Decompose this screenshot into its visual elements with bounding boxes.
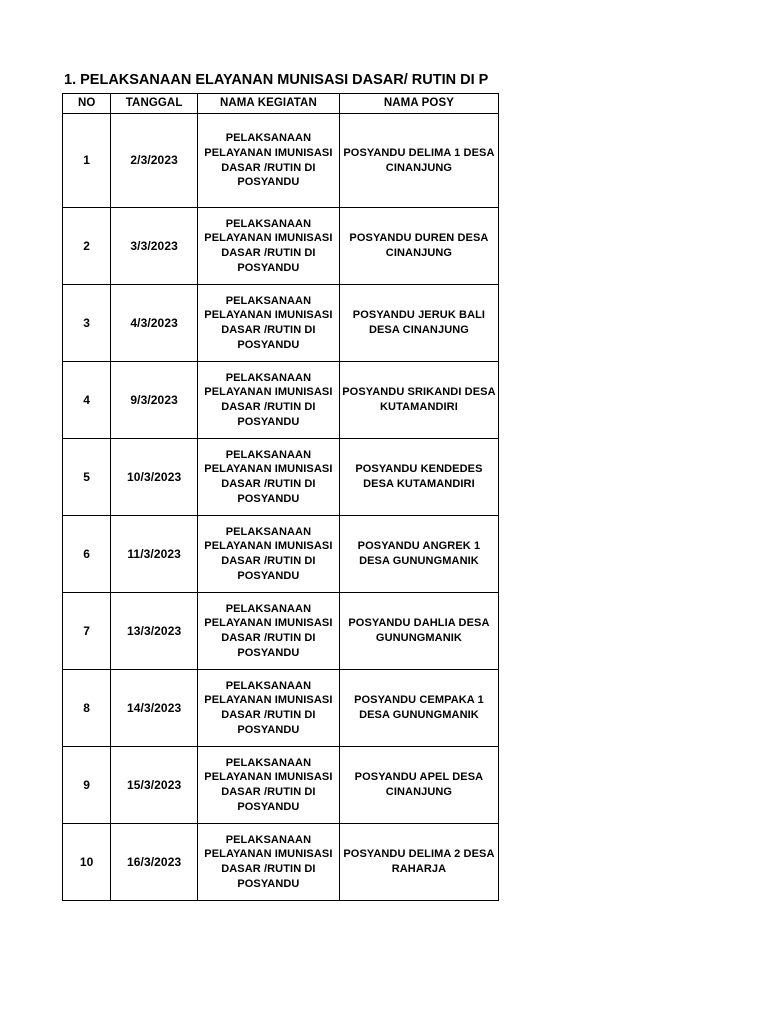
cell-no: 3 bbox=[63, 285, 111, 362]
cell-nama-kegiatan: PELAKSANAAN PELAYANAN IMUNISASI DASAR /RUTIN DI POSYANDU bbox=[197, 593, 339, 670]
cell-no: 9 bbox=[63, 747, 111, 824]
table-row bbox=[63, 208, 499, 285]
cell-no: 1 bbox=[63, 114, 111, 208]
cell-tanggal: 2/3/2023 bbox=[111, 114, 198, 208]
table-row bbox=[63, 747, 499, 824]
cell-nama-kegiatan: PELAKSANAAN PELAYANAN IMUNISASI DASAR /RUTIN DI POSYANDU bbox=[197, 208, 339, 285]
cell-tanggal: 3/3/2023 bbox=[111, 208, 198, 285]
cell-tanggal: 10/3/2023 bbox=[111, 439, 198, 516]
cell-nama-posy: POSYANDU KENDEDES DESA KUTAMANDIRI bbox=[339, 439, 498, 516]
cell-no: 7 bbox=[63, 593, 111, 670]
table-row bbox=[63, 439, 499, 516]
table-row bbox=[63, 285, 499, 362]
cell-no: 5 bbox=[63, 439, 111, 516]
cell-nama-kegiatan: PELAKSANAAN PELAYANAN IMUNISASI DASAR /RUTIN DI POSYANDU bbox=[197, 285, 339, 362]
cell-no: 10 bbox=[63, 824, 111, 901]
table-row bbox=[63, 516, 499, 593]
header-nama-posy: NAMA POSY bbox=[339, 94, 498, 114]
table-header-row bbox=[63, 94, 499, 114]
cell-no: 8 bbox=[63, 670, 111, 747]
cell-no: 6 bbox=[63, 516, 111, 593]
header-tanggal: TANGGAL bbox=[111, 94, 198, 114]
cell-nama-kegiatan: PELAKSANAAN PELAYANAN IMUNISASI DASAR /RUTIN DI POSYANDU bbox=[197, 824, 339, 901]
table-row bbox=[63, 114, 499, 208]
table-row bbox=[63, 824, 499, 901]
cell-nama-posy: POSYANDU DELIMA 2 DESA RAHARJA bbox=[339, 824, 498, 901]
header-nama-kegiatan: NAMA KEGIATAN bbox=[197, 94, 339, 114]
cell-tanggal: 9/3/2023 bbox=[111, 362, 198, 439]
cell-nama-kegiatan: PELAKSANAAN PELAYANAN IMUNISASI DASAR /RUTIN DI POSYANDU bbox=[197, 670, 339, 747]
table-row bbox=[63, 362, 499, 439]
cell-nama-posy: POSYANDU DUREN DESA CINANJUNG bbox=[339, 208, 498, 285]
cell-nama-posy: POSYANDU SRIKANDI DESA KUTAMANDIRI bbox=[339, 362, 498, 439]
document-title: 1. PELAKSANAAN ELAYANAN MUNISASI DASAR/ RUTIN DI P bbox=[64, 72, 489, 88]
immunization-schedule-table bbox=[62, 93, 499, 901]
cell-tanggal: 13/3/2023 bbox=[111, 593, 198, 670]
header-no: NO bbox=[63, 94, 111, 114]
table-row bbox=[63, 593, 499, 670]
cell-nama-posy: POSYANDU CEMPAKA 1 DESA GUNUNGMANIK bbox=[339, 670, 498, 747]
table-row bbox=[63, 670, 499, 747]
cell-no: 2 bbox=[63, 208, 111, 285]
cell-no: 4 bbox=[63, 362, 111, 439]
cell-nama-kegiatan: PELAKSANAAN PELAYANAN IMUNISASI DASAR /RUTIN DI POSYANDU bbox=[197, 747, 339, 824]
cell-nama-posy: POSYANDU ANGREK 1 DESA GUNUNGMANIK bbox=[339, 516, 498, 593]
cell-tanggal: 11/3/2023 bbox=[111, 516, 198, 593]
cell-nama-posy: POSYANDU DAHLIA DESA GUNUNGMANIK bbox=[339, 593, 498, 670]
cell-nama-posy: POSYANDU JERUK BALI DESA CINANJUNG bbox=[339, 285, 498, 362]
cell-nama-posy: POSYANDU DELIMA 1 DESA CINANJUNG bbox=[339, 114, 498, 208]
cell-nama-kegiatan: PELAKSANAAN PELAYANAN IMUNISASI DASAR /RUTIN DI POSYANDU bbox=[197, 439, 339, 516]
cell-nama-kegiatan: PELAKSANAAN PELAYANAN IMUNISASI DASAR /RUTIN DI POSYANDU bbox=[197, 114, 339, 208]
cell-nama-kegiatan: PELAKSANAAN PELAYANAN IMUNISASI DASAR /RUTIN DI POSYANDU bbox=[197, 362, 339, 439]
cell-nama-kegiatan: PELAKSANAAN PELAYANAN IMUNISASI DASAR /RUTIN DI POSYANDU bbox=[197, 516, 339, 593]
cell-nama-posy: POSYANDU APEL DESA CINANJUNG bbox=[339, 747, 498, 824]
cell-tanggal: 14/3/2023 bbox=[111, 670, 198, 747]
cell-tanggal: 15/3/2023 bbox=[111, 747, 198, 824]
cell-tanggal: 16/3/2023 bbox=[111, 824, 198, 901]
cell-tanggal: 4/3/2023 bbox=[111, 285, 198, 362]
